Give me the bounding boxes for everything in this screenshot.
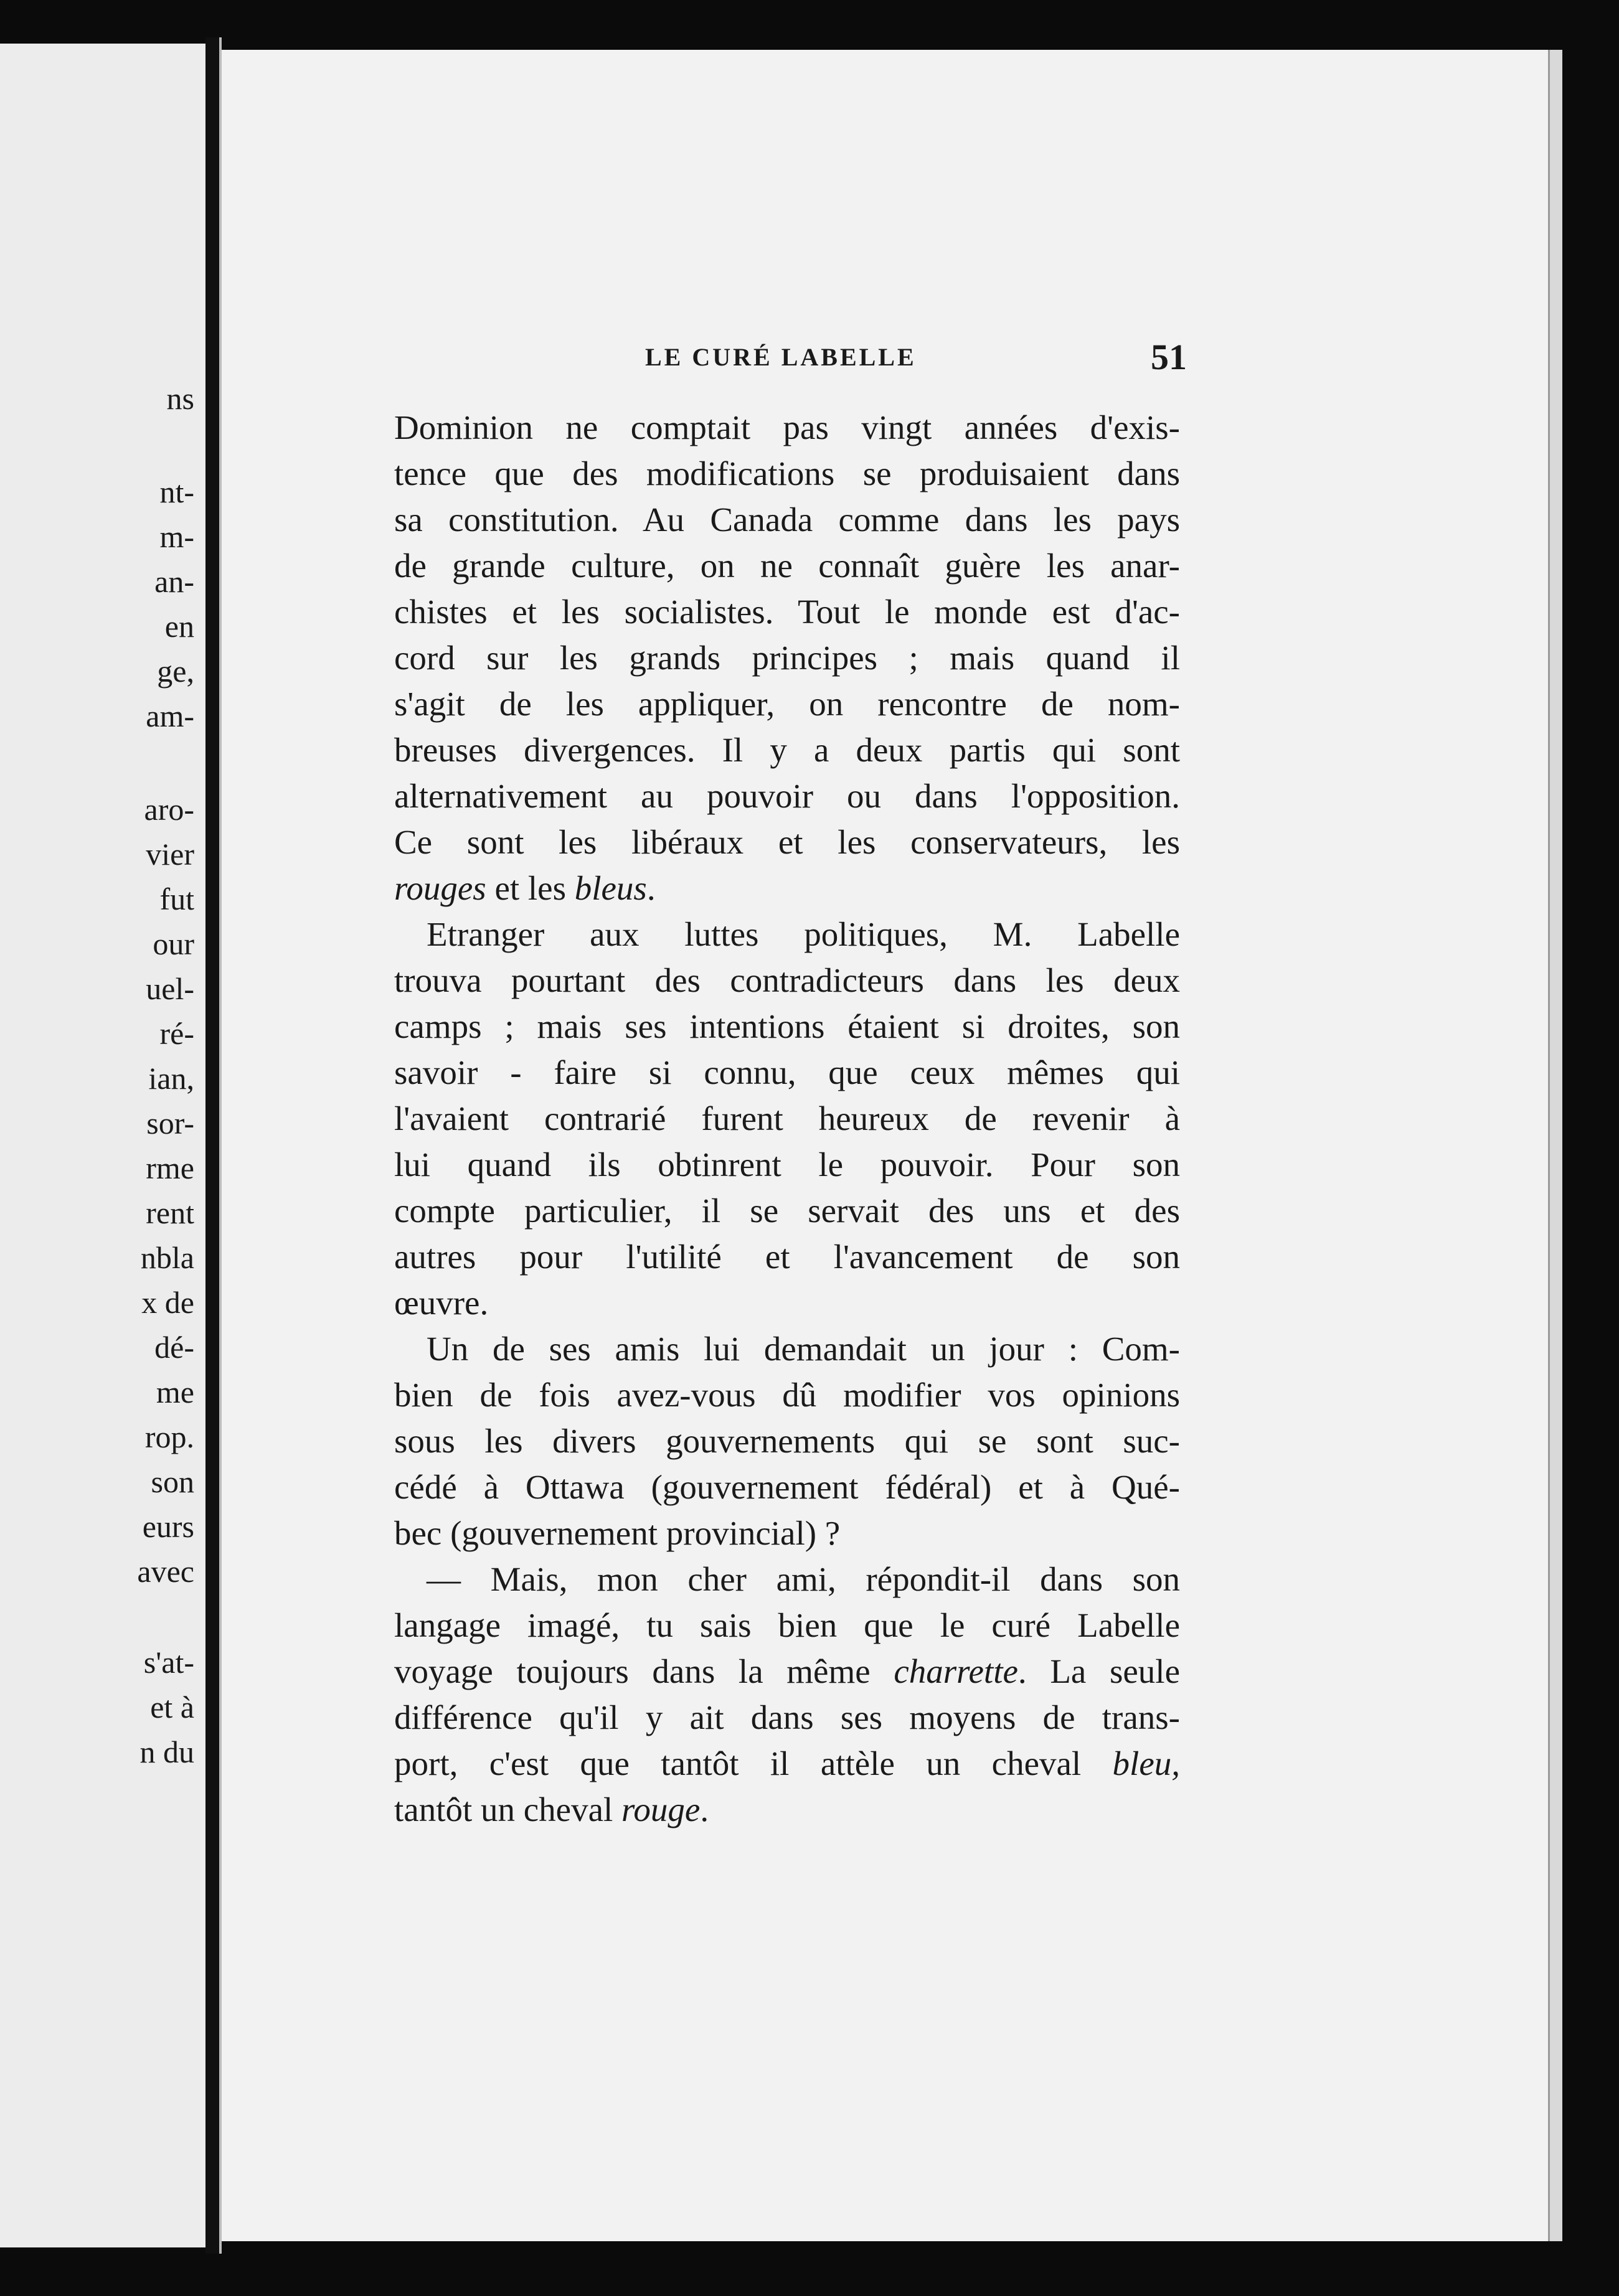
text-line: bien de fois avez-vous dû modifier vos opinions — [394, 1376, 1180, 1414]
left-page-line-fragment: dé- — [154, 1330, 194, 1365]
italic-word: bleus — [574, 869, 647, 907]
text-line — [394, 1649, 1180, 1695]
left-page-line-fragment: en — [164, 609, 194, 644]
text-line: alternativement au pouvoir ou dans l'opposition. — [394, 777, 1180, 815]
left-page-line-fragment: sor- — [146, 1106, 194, 1141]
left-page-line-fragment: son — [151, 1464, 194, 1499]
left-page-line-fragment: eurs — [142, 1509, 194, 1544]
text-run: tantôt un cheval — [394, 1790, 622, 1828]
text-run: . — [646, 869, 656, 907]
left-page-line-fragment: am- — [146, 699, 194, 733]
text-line — [394, 1787, 1180, 1833]
left-page-line-fragment: ns — [166, 381, 194, 416]
left-page-line-fragment: rme — [146, 1150, 194, 1185]
text-line — [394, 1741, 1180, 1787]
page-edge — [1548, 50, 1562, 2241]
text-line: s'agit de les appliquer, on rencontre de nom- — [394, 685, 1180, 723]
left-page-line-fragment: rop. — [144, 1419, 194, 1454]
italic-word: bleu, — [1112, 1744, 1180, 1782]
left-page-line-fragment: s'at- — [143, 1645, 194, 1680]
page-number: 51 — [1151, 337, 1187, 377]
text-run: et les — [486, 869, 575, 907]
italic-word: rouge — [621, 1790, 701, 1828]
text-line: sa constitution. Au Canada comme dans les pays — [394, 501, 1180, 539]
binding-gutter — [205, 37, 219, 2254]
left-page-line-fragment: n du — [139, 1734, 194, 1769]
left-page-line-fragment: uel- — [146, 971, 194, 1006]
text-line: œuvre. — [394, 1284, 489, 1322]
left-page-line-fragment: aro- — [144, 792, 194, 827]
running-title: LE CURÉ LABELLE — [645, 343, 917, 371]
text-line: lui quand ils obtinrent le pouvoir. Pour son — [394, 1146, 1180, 1183]
text-line: trouva pourtant des contradicteurs dans les deux — [394, 961, 1180, 999]
text-line — [394, 865, 1180, 911]
italic-word: rouges — [394, 869, 486, 907]
text-run: . La seule — [1017, 1652, 1181, 1690]
left-page-line-fragment: our — [153, 926, 194, 961]
text-line: de grande culture, on ne connaît guère les anar- — [394, 547, 1180, 585]
left-page-line-fragment: fut — [159, 882, 194, 916]
left-page-line-fragment: nbla — [140, 1240, 194, 1275]
body-text — [394, 405, 1180, 1833]
text-line: Etranger aux luttes politiques, M. Labelle — [427, 915, 1180, 953]
left-page-line-fragment: ian, — [148, 1061, 194, 1096]
italic-word: charrette — [894, 1652, 1018, 1690]
text-line: — Mais, mon cher ami, répondit-il dans son — [427, 1560, 1180, 1598]
left-page-line-fragment: ré- — [159, 1016, 194, 1051]
left-page-line-fragment: me — [156, 1375, 194, 1409]
text-line: cord sur les grands principes ; mais quand il — [394, 639, 1180, 677]
text-line: Un de ses amis lui demandait un jour : Com- — [427, 1330, 1180, 1368]
left-page-line-fragment: vier — [146, 837, 194, 872]
text-line: breuses divergences. Il y a deux partis qui sont — [394, 731, 1180, 769]
text-line: Ce sont les libéraux et les conservateurs, les — [394, 823, 1180, 861]
left-page-line-fragment: x de — [141, 1285, 194, 1320]
text-line: camps ; mais ses intentions étaient si droites, son — [394, 1007, 1180, 1045]
text-run: voyage toujours dans la même — [394, 1652, 894, 1690]
text-run: . — [700, 1790, 709, 1828]
text-line: compte particulier, il se servait des uns et des — [394, 1192, 1180, 1230]
left-facing-page — [0, 44, 205, 2247]
left-page-line-fragment: avec — [137, 1554, 194, 1589]
left-page-line-fragment: ge, — [157, 654, 194, 689]
text-line: différence qu'il y ait dans ses moyens de trans- — [394, 1698, 1180, 1736]
text-line: autres pour l'utilité et l'avancement de son — [394, 1238, 1180, 1276]
text-line: chistes et les socialistes. Tout le monde est d'ac- — [394, 593, 1180, 631]
text-run: port, c'est que tantôt il attèle un cheval — [394, 1744, 1113, 1782]
page-header — [645, 336, 1187, 386]
left-page-line-fragment: nt- — [159, 474, 194, 509]
text-line: bec (gouvernement provincial) ? — [394, 1514, 841, 1552]
left-page-line-fragment: et à — [150, 1690, 194, 1724]
text-line: l'avaient contrarié furent heureux de revenir à — [394, 1099, 1180, 1137]
text-line: cédé à Ottawa (gouvernement fédéral) et à Qué- — [394, 1468, 1180, 1506]
left-page-line-fragment: an- — [154, 564, 194, 599]
text-line: tence que des modifications se produisaient dans — [394, 454, 1180, 492]
left-page-line-fragment: m- — [159, 519, 194, 554]
text-line: langage imagé, tu sais bien que le curé Labelle — [394, 1606, 1180, 1644]
text-line: savoir - faire si connu, que ceux mêmes qui — [394, 1053, 1180, 1091]
left-page-line-fragment: rent — [146, 1195, 194, 1230]
text-line: Dominion ne comptait pas vingt années d'exis- — [394, 408, 1180, 446]
text-line: sous les divers gouvernements qui se sont suc- — [394, 1422, 1180, 1460]
